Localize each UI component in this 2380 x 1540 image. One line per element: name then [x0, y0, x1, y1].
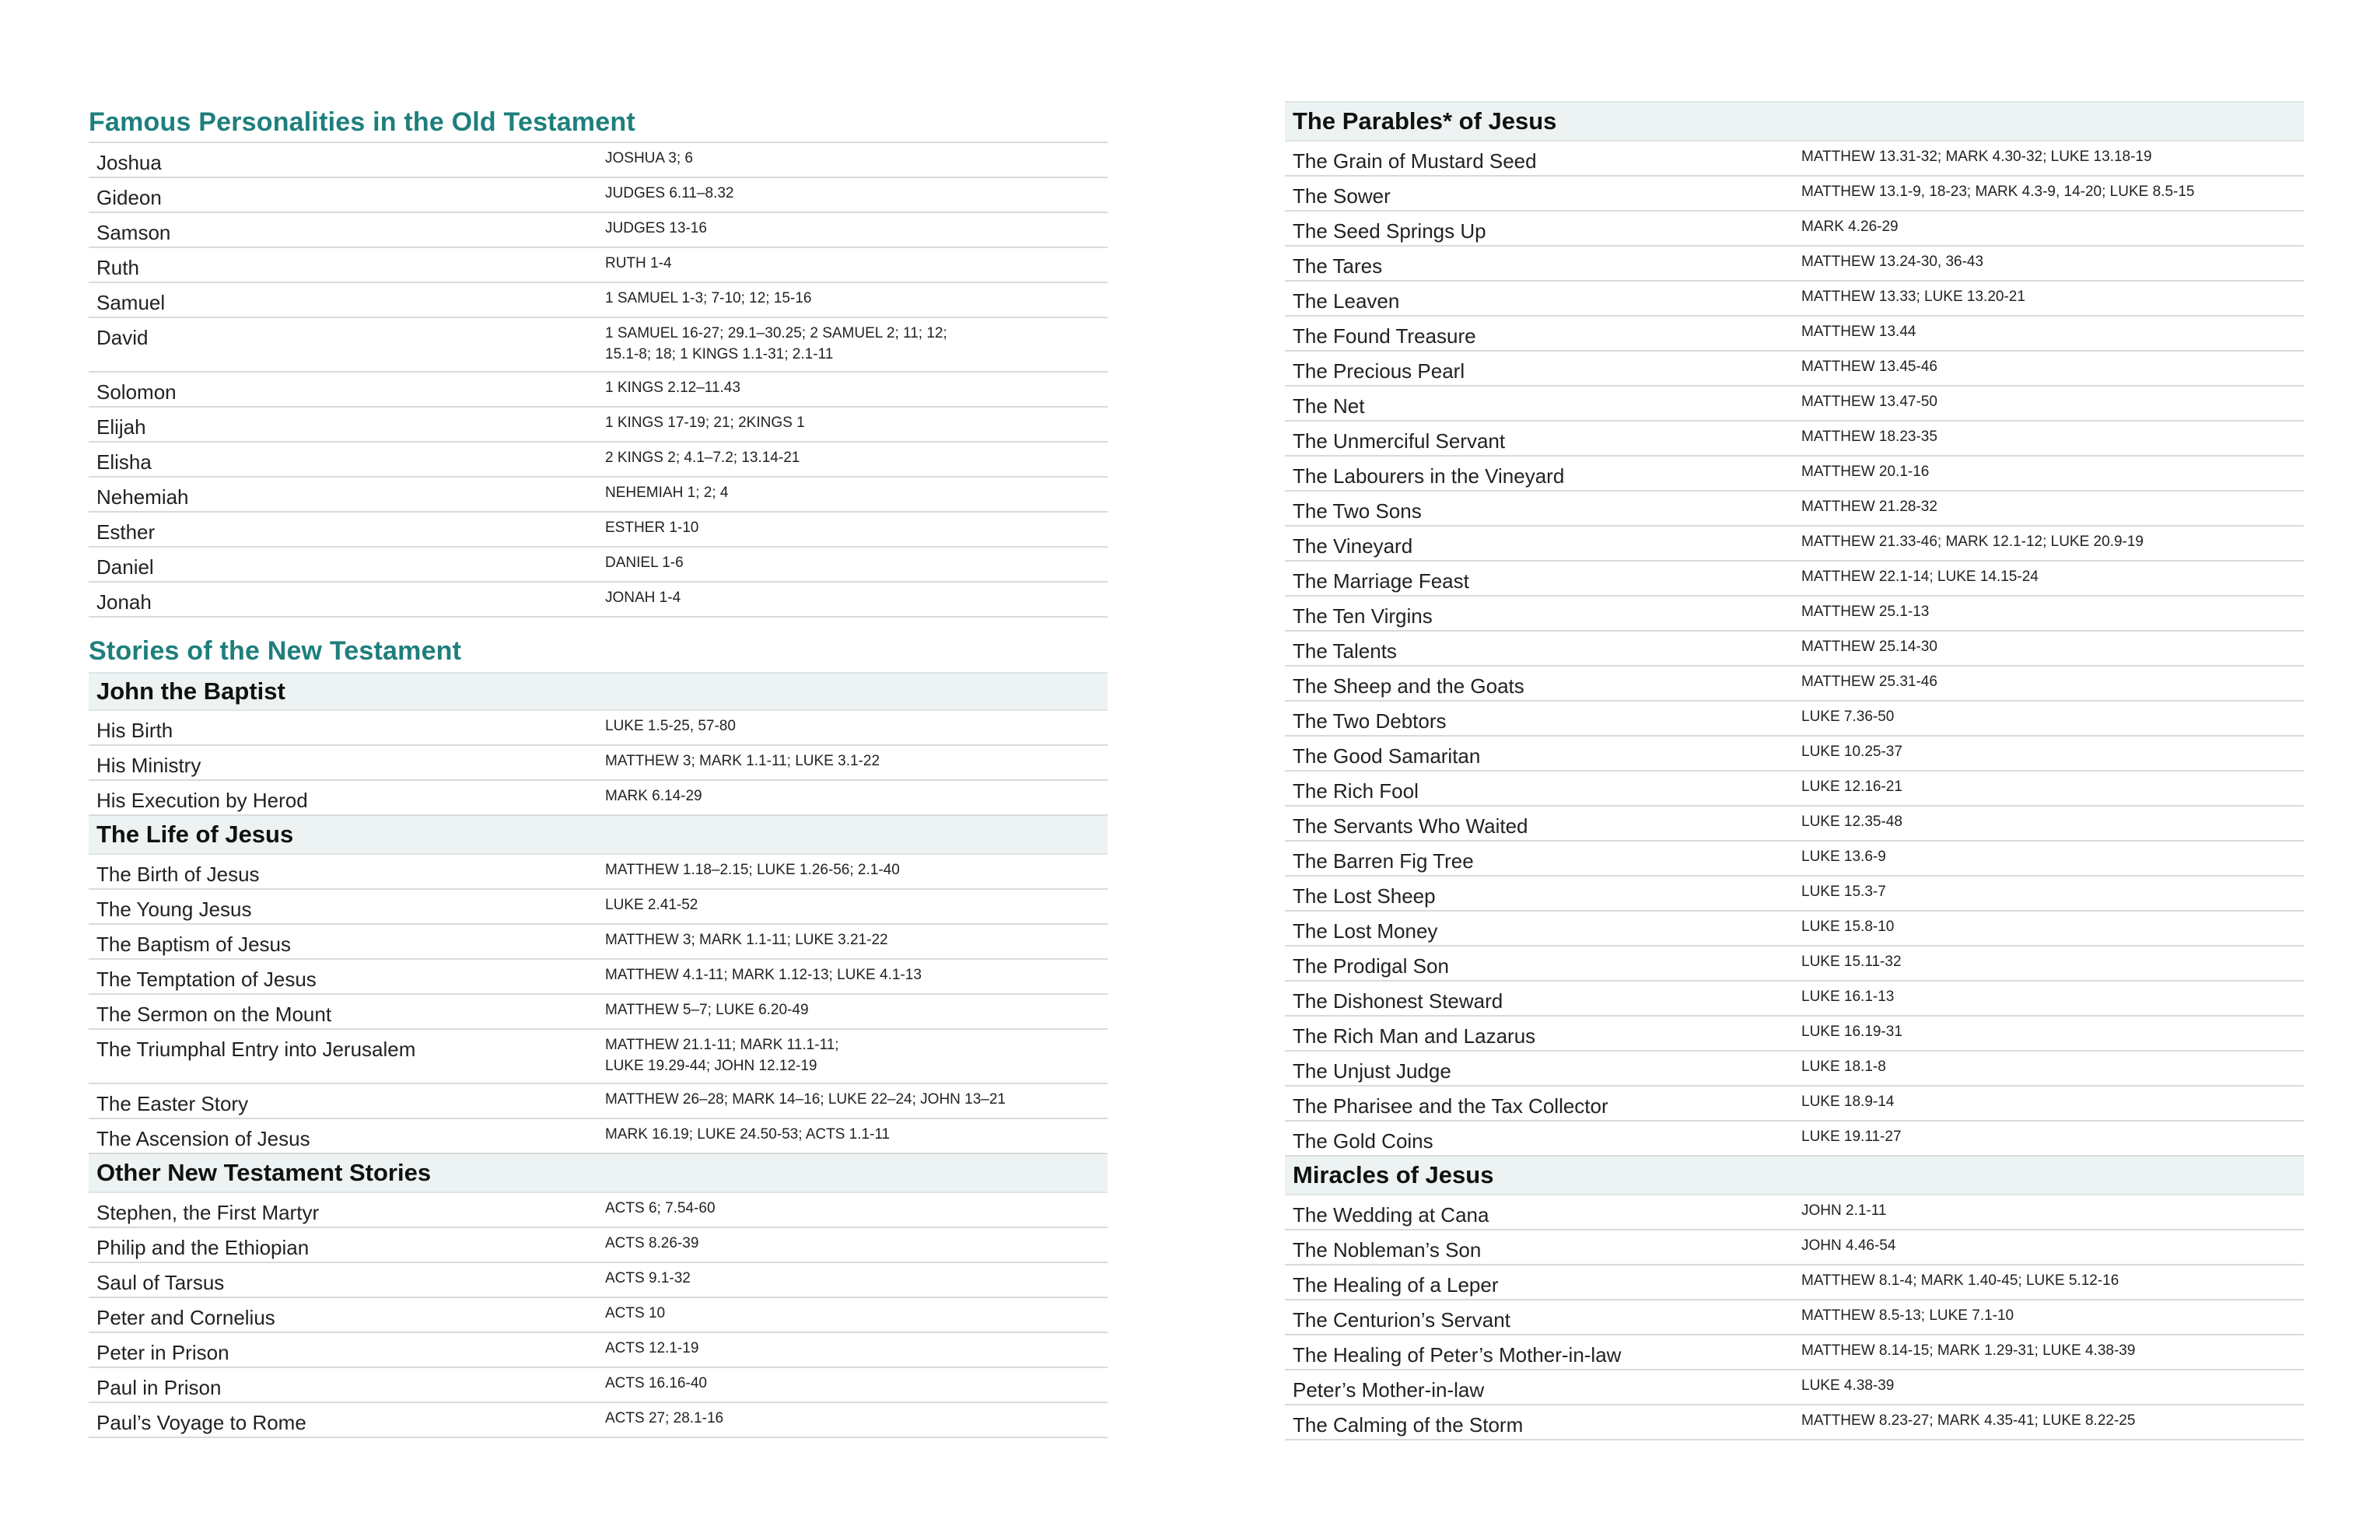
- reference-line: LUKE 15.8-10: [1801, 919, 1895, 935]
- scripture-reference: [1801, 356, 1937, 377]
- reference-line: LUKE 18.1-8: [1801, 1059, 1886, 1075]
- scripture-reference: [1801, 391, 1937, 412]
- reference-line: LUKE 19.11-27: [1801, 1129, 1902, 1145]
- scripture-reference: [1801, 1235, 1895, 1256]
- reference-line: MATTHEW 13.31-32; MARK 4.30-32; LUKE 13.18-19: [1801, 149, 2152, 165]
- table-row: [89, 443, 1108, 478]
- table-row: [1285, 457, 2304, 492]
- scripture-reference: [605, 1338, 698, 1359]
- scripture-reference: [605, 751, 880, 772]
- entry-title: His Birth: [96, 719, 173, 742]
- scripture-reference: [1801, 636, 1937, 657]
- table-row: [89, 548, 1108, 583]
- table-row: [1285, 527, 2304, 562]
- entry-title: Daniel: [96, 555, 154, 579]
- entry-title: The Barren Fig Tree: [1293, 849, 1474, 873]
- reference-line: MATTHEW 4.1-11; MARK 1.12-13; LUKE 4.1-13: [605, 967, 922, 983]
- table-row: [89, 478, 1108, 513]
- old-testament-title: Famous Personalities in the Old Testament: [89, 107, 635, 137]
- reference-line: MATTHEW 13.44: [1801, 324, 1916, 340]
- entry-title: The Marriage Feast: [1293, 569, 1469, 593]
- entry-title: The Two Sons: [1293, 499, 1422, 523]
- entry-title: The Rich Fool: [1293, 779, 1419, 803]
- table-row: [1285, 1300, 2304, 1335]
- entry-title: The Unjust Judge: [1293, 1059, 1451, 1083]
- scripture-reference: [1801, 916, 1894, 937]
- reference-line: LUKE 12.16-21: [1801, 779, 1902, 795]
- table-row: [1285, 1017, 2304, 1052]
- reference-line: MATTHEW 13.47-50: [1801, 394, 1937, 410]
- john-baptist-list: [89, 711, 1108, 816]
- table-row: [1285, 912, 2304, 947]
- scripture-reference: [605, 1198, 716, 1219]
- table-row: [89, 1403, 1108, 1438]
- reference-line: MATTHEW 21.1-11; MARK 11.1-11;: [605, 1037, 839, 1053]
- entry-title: The Baptism of Jesus: [96, 933, 291, 956]
- entry-title: The Net: [1293, 394, 1365, 418]
- reference-line: MATTHEW 13.33; LUKE 13.20-21: [1801, 289, 2025, 305]
- reference-line: 1 KINGS 17-19; 21; 2KINGS 1: [605, 415, 805, 431]
- entry-title: Peter in Prison: [96, 1341, 229, 1364]
- scripture-reference: [1801, 1021, 1902, 1042]
- reference-line: LUKE 12.35-48: [1801, 814, 1902, 830]
- entry-title: Paul’s Voyage to Rome: [96, 1411, 306, 1434]
- reference-line: DANIEL 1-6: [605, 555, 684, 571]
- reference-line: JUDGES 13-16: [605, 220, 707, 236]
- scripture-reference: [1801, 671, 1937, 692]
- scripture-reference: [605, 1303, 665, 1324]
- entry-title: The Two Debtors: [1293, 709, 1447, 733]
- entry-title: Elisha: [96, 450, 152, 474]
- entry-title: Samson: [96, 221, 171, 244]
- reference-line: LUKE 18.9-14: [1801, 1094, 1895, 1110]
- scripture-reference: [1801, 881, 1886, 902]
- scripture-reference: [605, 412, 805, 433]
- scripture-reference: [1801, 286, 2025, 307]
- table-row: [1285, 772, 2304, 807]
- reference-line: LUKE 15.11-32: [1801, 954, 1902, 970]
- entry-title: The Lost Sheep: [1293, 884, 1436, 908]
- table-row: [89, 373, 1108, 408]
- table-row: [1285, 1195, 2304, 1230]
- scripture-reference: [1801, 1200, 1886, 1221]
- scripture-reference: [605, 929, 888, 950]
- entry-title: The Servants Who Waited: [1293, 814, 1528, 838]
- reference-line: ACTS 8.26-39: [605, 1235, 699, 1251]
- table-row: [1285, 1087, 2304, 1122]
- reference-line: 1 SAMUEL 16-27; 29.1–30.25; 2 SAMUEL 2; 11; 12;: [605, 325, 947, 341]
- reference-line: JOHN 4.46-54: [1801, 1237, 1896, 1254]
- scripture-reference: [1801, 776, 1902, 797]
- table-row: [1285, 1370, 2304, 1405]
- table-row: [89, 1119, 1108, 1154]
- reference-line: ACTS 16.16-40: [605, 1375, 707, 1391]
- table-row: [1285, 142, 2304, 177]
- entry-title: The Ascension of Jesus: [96, 1127, 310, 1150]
- table-row: [89, 318, 1108, 373]
- table-row: [1285, 1405, 2304, 1440]
- table-row: [1285, 1122, 2304, 1157]
- entry-title: Joshua: [96, 151, 162, 174]
- scripture-reference: [1801, 986, 1894, 1007]
- table-row: [1285, 1335, 2304, 1370]
- life-of-jesus-list: [89, 855, 1108, 1154]
- scripture-reference: [605, 716, 736, 737]
- reference-line: MATTHEW 1.18–2.15; LUKE 1.26-56; 2.1-40: [605, 862, 900, 878]
- scripture-reference: [1801, 321, 1916, 342]
- reference-line: MATTHEW 21.33-46; MARK 12.1-12; LUKE 20.9-19: [1801, 534, 2144, 550]
- entry-title: The Sower: [1293, 184, 1391, 208]
- entry-title: The Rich Man and Lazarus: [1293, 1024, 1536, 1048]
- reference-line: LUKE 10.25-37: [1801, 744, 1902, 760]
- reference-line: LUKE 16.19-31: [1801, 1024, 1902, 1040]
- entry-title: The Sheep and the Goats: [1293, 674, 1524, 698]
- scripture-reference: [605, 1124, 890, 1145]
- scripture-reference: [605, 552, 684, 573]
- table-row: [89, 925, 1108, 960]
- entry-title: The Precious Pearl: [1293, 359, 1465, 383]
- right-column: [1285, 0, 2304, 1440]
- scripture-reference: [1801, 461, 1929, 482]
- scripture-reference: [605, 1268, 691, 1289]
- table-row: [89, 1333, 1108, 1368]
- scripture-reference: [605, 964, 922, 985]
- entry-title: Elijah: [96, 415, 146, 439]
- scripture-reference: [605, 1034, 839, 1076]
- entry-title: The Easter Story: [96, 1092, 249, 1115]
- reference-line: MARK 4.26-29: [1801, 219, 1899, 235]
- table-row: [89, 890, 1108, 925]
- table-row: [89, 583, 1108, 618]
- scripture-reference: [605, 517, 698, 538]
- table-row: [89, 213, 1108, 248]
- old-testament-list: [89, 142, 1108, 618]
- table-row: [1285, 1230, 2304, 1265]
- table-row: [1285, 702, 2304, 737]
- entry-title: Peter and Cornelius: [96, 1306, 275, 1329]
- scripture-reference: [1801, 601, 1929, 622]
- scripture-reference: [605, 859, 900, 880]
- reference-line: MATTHEW 25.31-46: [1801, 674, 1937, 690]
- scripture-reference: [605, 1233, 698, 1254]
- entry-title: Philip and the Ethiopian: [96, 1236, 310, 1259]
- parables-list: [1285, 142, 2304, 1157]
- table-row: [89, 1084, 1108, 1119]
- left-column: [89, 0, 1108, 1438]
- scripture-reference: [1801, 1091, 1894, 1112]
- table-row: [1285, 562, 2304, 597]
- table-row: [1285, 177, 2304, 212]
- entry-title: Nehemiah: [96, 485, 189, 509]
- table-row: [1285, 317, 2304, 352]
- table-row: [89, 1298, 1108, 1333]
- entry-title: The Healing of a Leper: [1293, 1273, 1499, 1297]
- table-row: [1285, 492, 2304, 527]
- scripture-reference: [605, 482, 728, 503]
- entry-title: Samuel: [96, 291, 166, 314]
- scripture-reference: [605, 1408, 723, 1429]
- table-row: [1285, 1265, 2304, 1300]
- reference-line: NEHEMIAH 1; 2; 4: [605, 485, 729, 501]
- reference-line: 1 KINGS 2.12–11.43: [605, 380, 740, 396]
- entry-title: The Nobleman’s Son: [1293, 1238, 1482, 1262]
- entry-title: The Tares: [1293, 254, 1383, 278]
- table-row: [1285, 1052, 2304, 1087]
- table-row: [89, 1228, 1108, 1263]
- table-row: [89, 248, 1108, 283]
- table-row: [89, 143, 1108, 178]
- entry-title: The Pharisee and the Tax Collector: [1293, 1094, 1608, 1118]
- scripture-reference: [1801, 181, 2194, 202]
- scripture-reference: [605, 1089, 1006, 1110]
- scripture-reference: [605, 148, 693, 169]
- reference-line: LUKE 2.41-52: [605, 897, 698, 913]
- reference-line: ACTS 27; 28.1-16: [605, 1410, 724, 1426]
- table-row: [89, 746, 1108, 781]
- reference-line: MATTHEW 8.14-15; MARK 1.29-31; LUKE 4.38-39: [1801, 1342, 2136, 1359]
- entry-title: Esther: [96, 520, 156, 544]
- entry-title: The Good Samaritan: [1293, 744, 1481, 768]
- reference-line: LUKE 4.38-39: [1801, 1377, 1895, 1394]
- john-baptist-heading: John the Baptist: [89, 672, 1108, 711]
- entry-title: The Vineyard: [1293, 534, 1413, 558]
- entry-title: Saul of Tarsus: [96, 1271, 225, 1294]
- entry-title: The Ten Virgins: [1293, 604, 1433, 628]
- table-row: [1285, 282, 2304, 317]
- entry-title: David: [96, 326, 149, 349]
- scripture-reference: [1801, 496, 1937, 517]
- scripture-reference: [605, 587, 681, 608]
- reference-line: ESTHER 1-10: [605, 520, 699, 536]
- other-stories-list: [89, 1193, 1108, 1438]
- entry-title: The Calming of the Storm: [1293, 1413, 1524, 1437]
- entry-title: The Young Jesus: [96, 898, 252, 921]
- reference-line: MATTHEW 22.1-14; LUKE 14.15-24: [1801, 569, 2039, 585]
- scripture-reference: [605, 377, 740, 398]
- scripture-reference: [605, 253, 672, 274]
- scripture-reference: [1801, 1305, 2014, 1326]
- entry-title: Jonah: [96, 590, 152, 614]
- scripture-reference: [1801, 531, 2144, 552]
- scripture-reference: [1801, 811, 1902, 832]
- reference-line: ACTS 12.1-19: [605, 1340, 699, 1356]
- scripture-reference: [605, 1373, 707, 1394]
- reference-line: LUKE 19.29-44; JOHN 12.12-19: [605, 1058, 817, 1074]
- reference-line: MATTHEW 13.24-30, 36-43: [1801, 254, 1984, 270]
- reference-line: MARK 16.19; LUKE 24.50-53; ACTS 1.1-11: [605, 1126, 891, 1143]
- reference-line: ACTS 6; 7.54-60: [605, 1200, 716, 1216]
- entry-title: The Healing of Peter’s Mother-in-law: [1293, 1343, 1622, 1367]
- entry-title: The Unmerciful Servant: [1293, 429, 1506, 453]
- reference-line: LUKE 7.36-50: [1801, 709, 1895, 725]
- table-row: [89, 995, 1108, 1030]
- entry-title: His Ministry: [96, 754, 201, 777]
- miracles-list: [1285, 1195, 2304, 1440]
- reference-line: JOHN 2.1-11: [1801, 1202, 1887, 1219]
- entry-title: The Labourers in the Vineyard: [1293, 464, 1565, 488]
- reference-line: MATTHEW 8.1-4; MARK 1.40-45; LUKE 5.12-16: [1801, 1272, 2119, 1289]
- reference-line: LUKE 16.1-13: [1801, 989, 1895, 1005]
- reference-line: LUKE 13.6-9: [1801, 849, 1886, 865]
- entry-title: The Triumphal Entry into Jerusalem: [96, 1038, 416, 1061]
- reference-line: MATTHEW 25.14-30: [1801, 639, 1937, 655]
- entry-title: His Execution by Herod: [96, 789, 308, 812]
- scripture-reference: [605, 447, 800, 468]
- entry-title: Stephen, the First Martyr: [96, 1201, 320, 1224]
- reference-line: JOSHUA 3; 6: [605, 150, 693, 166]
- reference-line: ACTS 10: [605, 1305, 666, 1321]
- entry-title: The Found Treasure: [1293, 324, 1476, 348]
- table-row: [89, 960, 1108, 995]
- entry-title: The Seed Springs Up: [1293, 219, 1486, 243]
- table-row: [1285, 807, 2304, 842]
- entry-title: The Gold Coins: [1293, 1129, 1433, 1153]
- scripture-reference: [605, 183, 733, 204]
- scripture-reference: [1801, 951, 1902, 972]
- entry-title: The Lost Money: [1293, 919, 1438, 943]
- table-row: [1285, 212, 2304, 247]
- table-row: [89, 855, 1108, 890]
- entry-title: Gideon: [96, 186, 162, 209]
- reference-line: MATTHEW 21.28-32: [1801, 499, 1937, 515]
- table-row: [89, 283, 1108, 318]
- reference-line: MATTHEW 5–7; LUKE 6.20-49: [605, 1002, 809, 1018]
- table-row: [1285, 352, 2304, 387]
- entry-title: The Talents: [1293, 639, 1397, 663]
- reference-line: MATTHEW 3; MARK 1.1-11; LUKE 3.21-22: [605, 932, 888, 948]
- table-row: [1285, 737, 2304, 772]
- reference-line: MATTHEW 8.5-13; LUKE 7.1-10: [1801, 1307, 2014, 1324]
- reference-line: 1 SAMUEL 1-3; 7-10; 12; 15-16: [605, 290, 812, 306]
- reference-line: RUTH 1-4: [605, 255, 672, 271]
- reference-line: MATTHEW 13.45-46: [1801, 359, 1937, 375]
- life-of-jesus-heading: The Life of Jesus: [89, 816, 1108, 855]
- scripture-reference: [1801, 1410, 2135, 1431]
- table-row: [1285, 387, 2304, 422]
- other-stories-heading: Other New Testament Stories: [89, 1154, 1108, 1193]
- scripture-reference: [1801, 1126, 1902, 1147]
- table-row: [89, 408, 1108, 443]
- entry-title: The Dishonest Steward: [1293, 989, 1503, 1013]
- table-row: [1285, 422, 2304, 457]
- reference-line: 15.1-8; 18; 1 KINGS 1.1-31; 2.1-11: [605, 346, 834, 362]
- reference-line: 2 KINGS 2; 4.1–7.2; 13.14-21: [605, 450, 800, 466]
- scripture-reference: [1801, 1375, 1894, 1396]
- reference-line: JUDGES 6.11–8.32: [605, 185, 734, 201]
- entry-title: Peter’s Mother-in-law: [1293, 1378, 1485, 1402]
- scripture-reference: [605, 218, 707, 239]
- table-row: [1285, 982, 2304, 1017]
- reference-line: ACTS 9.1-32: [605, 1270, 691, 1286]
- table-row: [89, 1263, 1108, 1298]
- scripture-reference: [1801, 566, 2039, 587]
- reference-line: LUKE 15.3-7: [1801, 884, 1886, 900]
- scripture-reference: [1801, 216, 1899, 237]
- reference-line: MATTHEW 25.1-13: [1801, 604, 1930, 620]
- new-testament-title: Stories of the New Testament: [89, 636, 462, 666]
- entry-title: The Sermon on the Mount: [96, 1003, 332, 1026]
- table-row: [89, 1368, 1108, 1403]
- scripture-reference: [605, 786, 702, 807]
- scripture-reference: [1801, 741, 1902, 762]
- table-row: [89, 178, 1108, 213]
- table-row: [1285, 632, 2304, 667]
- table-row: [1285, 597, 2304, 632]
- table-row: [1285, 667, 2304, 702]
- reference-line: MARK 6.14-29: [605, 788, 702, 804]
- entry-title: The Grain of Mustard Seed: [1293, 149, 1537, 173]
- table-row: [1285, 877, 2304, 912]
- entry-title: Paul in Prison: [96, 1376, 222, 1399]
- table-row: [1285, 842, 2304, 877]
- reference-line: MATTHEW 13.1-9, 18-23; MARK 4.3-9, 14-20; LUKE 8.5-15: [1801, 184, 2195, 200]
- entry-title: Solomon: [96, 380, 177, 404]
- scripture-reference: [1801, 846, 1886, 867]
- scripture-reference: [1801, 1340, 2135, 1361]
- entry-title: The Leaven: [1293, 289, 1400, 313]
- scripture-reference: [1801, 146, 2152, 167]
- table-row: [89, 711, 1108, 746]
- table-row: [1285, 947, 2304, 982]
- scripture-reference: [1801, 1270, 2119, 1291]
- reference-line: MATTHEW 18.23-35: [1801, 429, 1937, 445]
- entry-title: The Centurion’s Servant: [1293, 1308, 1510, 1332]
- entry-title: The Birth of Jesus: [96, 863, 260, 886]
- miracles-heading: Miracles of Jesus: [1285, 1157, 2304, 1195]
- scripture-reference: [1801, 426, 1937, 447]
- table-row: [89, 513, 1108, 548]
- entry-title: The Prodigal Son: [1293, 954, 1449, 978]
- parables-heading: The Parables* of Jesus: [1285, 101, 2304, 142]
- scripture-reference: [605, 999, 809, 1020]
- table-row: [89, 1030, 1108, 1084]
- scripture-reference: [605, 323, 947, 365]
- scripture-reference: [1801, 706, 1894, 727]
- reference-line: LUKE 1.5-25, 57-80: [605, 718, 736, 734]
- table-row: [1285, 247, 2304, 282]
- reference-line: MATTHEW 8.23-27; MARK 4.35-41; LUKE 8.22-25: [1801, 1412, 2136, 1429]
- reference-line: MATTHEW 26–28; MARK 14–16; LUKE 22–24; JOHN 13–21: [605, 1091, 1006, 1108]
- scripture-reference: [605, 894, 698, 915]
- reference-line: JONAH 1-4: [605, 590, 681, 606]
- scripture-reference: [605, 288, 811, 309]
- table-row: [89, 781, 1108, 816]
- scripture-reference: [1801, 251, 1983, 272]
- scripture-reference: [1801, 1056, 1886, 1077]
- entry-title: The Temptation of Jesus: [96, 968, 317, 991]
- entry-title: The Wedding at Cana: [1293, 1203, 1489, 1227]
- reference-line: MATTHEW 20.1-16: [1801, 464, 1930, 480]
- entry-title: Ruth: [96, 256, 139, 279]
- table-row: [89, 1193, 1108, 1228]
- reference-line: MATTHEW 3; MARK 1.1-11; LUKE 3.1-22: [605, 753, 880, 769]
